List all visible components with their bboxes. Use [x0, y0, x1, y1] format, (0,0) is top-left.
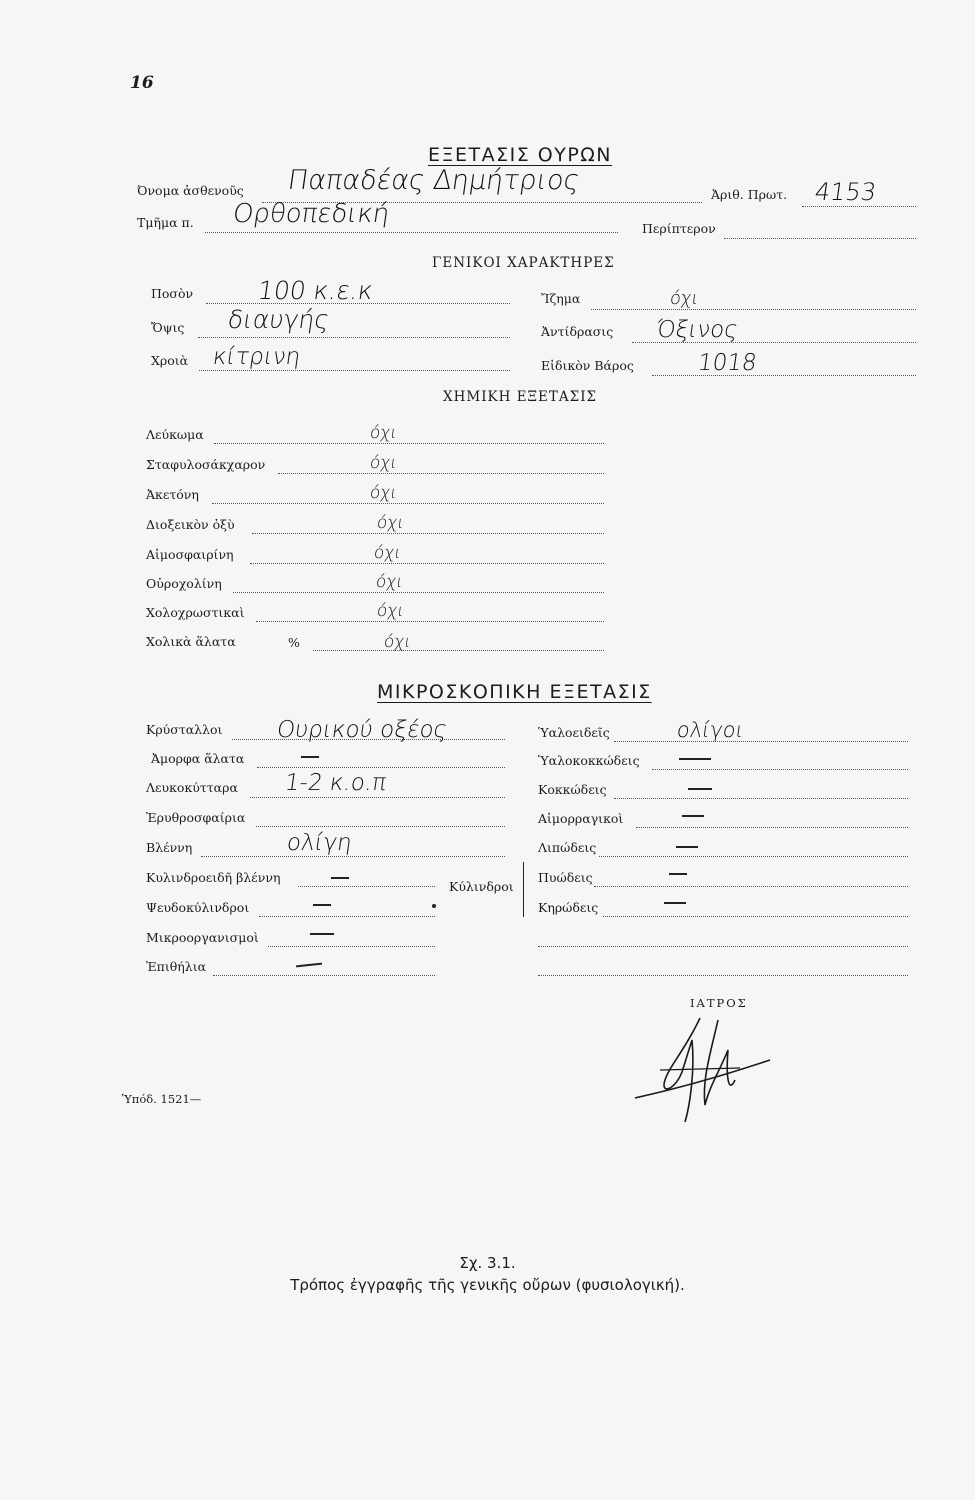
micro-left-label: Ἐπιθήλια	[146, 959, 207, 974]
chem-value: όχι	[382, 632, 413, 652]
percent-sign: %	[288, 635, 300, 650]
color-value: κίτρινη	[211, 344, 303, 370]
chem-line	[256, 621, 604, 622]
color-line	[199, 370, 510, 371]
cylinders-bracket	[523, 862, 524, 917]
chem-value: όχι	[375, 513, 406, 533]
micro-right-label: Κηρώδεις	[538, 900, 599, 915]
amount-value: 100 κ.ε.κ	[255, 276, 375, 305]
micro-right-dash	[676, 846, 698, 848]
chem-line	[313, 650, 604, 651]
micro-left-label: Ἐρυθροσφαίρια	[146, 810, 246, 825]
appearance-value: διαυγής	[225, 305, 332, 334]
micro-right-label: Αἱμορραγικοὶ	[538, 811, 624, 826]
chem-label: Χολοχρωστικαὶ	[146, 605, 245, 620]
figure-number: Σχ. 3.1.	[459, 1254, 516, 1272]
micro-left-label: Λευκοκύτταρα	[146, 780, 238, 795]
chem-line	[214, 443, 604, 444]
specific-gravity-line	[652, 375, 916, 376]
micro-left-label: Μικροοργανισμοὶ	[146, 930, 259, 945]
amount-label: Ποσὸν	[151, 286, 194, 301]
chem-label: Λεύκωμα	[146, 427, 204, 442]
micro-left-line	[201, 856, 505, 857]
patient-name-label: Όνομα ἀσθενοῦς	[137, 183, 244, 198]
micro-left-label: Βλέννη	[146, 840, 193, 855]
color-label: Χροιὰ	[151, 353, 189, 368]
chem-line	[278, 473, 604, 474]
chem-value: όχι	[375, 601, 406, 621]
perimeter-line	[724, 238, 916, 239]
chemical-heading: ΧΗΜΙΚΗ ΕΞΕΤΑΣΙΣ	[443, 389, 598, 405]
micro-left-dash	[301, 756, 319, 758]
micro-right-label: Λιπώδεις	[538, 840, 597, 855]
page-number: 16	[130, 73, 154, 93]
micro-left-dash	[331, 877, 349, 879]
chem-line	[250, 563, 604, 564]
department-line	[205, 232, 618, 233]
chem-label: Αἱμοσφαιρίνη	[146, 547, 234, 562]
appearance-line	[198, 337, 510, 338]
micro-right-label: Ὑαλοκοκκώδεις	[538, 753, 640, 768]
micro-left-line	[256, 826, 505, 827]
chem-value: όχι	[372, 543, 403, 563]
micro-right-dash	[664, 902, 686, 904]
micro-right-dash	[688, 788, 712, 790]
micro-left-dash	[310, 933, 334, 935]
chem-line	[252, 533, 604, 534]
department-label: Τμῆμα π.	[137, 215, 194, 230]
patient-name-value: Παπαδέας Δημήτριος	[285, 165, 582, 196]
micro-right-empty-line	[538, 975, 908, 976]
protocol-label: Ἀριθ. Πρωτ.	[711, 187, 788, 202]
protocol-line	[802, 206, 916, 207]
micro-left-line	[213, 975, 435, 976]
chem-label: Ἀκετόνη	[146, 487, 199, 502]
cylinders-label: Κύλινδροι	[449, 879, 514, 894]
micro-right-line	[636, 827, 908, 828]
appearance-label: Ὄψις	[151, 320, 185, 335]
micro-right-label: Κοκκώδεις	[538, 782, 607, 797]
micro-right-line	[599, 856, 908, 857]
chem-value: όχι	[368, 423, 399, 443]
micro-left-label: Κρύσταλλοι	[146, 722, 223, 737]
chem-value: όχι	[374, 572, 405, 592]
sediment-label: Ἴζημα	[541, 291, 581, 306]
micro-right-value: ολίγοι	[675, 718, 746, 742]
micro-left-line	[268, 946, 435, 947]
chem-value: όχι	[368, 483, 399, 503]
specific-gravity-value: 1018	[696, 350, 759, 376]
micro-left-label: Ἀμορφα ἅλατα	[151, 751, 245, 766]
micro-right-line	[603, 916, 908, 917]
micro-left-line	[298, 886, 435, 887]
micro-left-line	[259, 916, 435, 917]
chem-value: όχι	[368, 453, 399, 473]
micro-right-line	[614, 741, 908, 742]
micro-left-dash	[313, 904, 331, 906]
perimeter-label: Περίπτερον	[642, 221, 716, 236]
micro-heading: ΜΙΚΡΟΣΚΟΠΙΚΗ ΕΞΕΤΑΣΙΣ	[377, 681, 652, 703]
chem-label: Διοξεικὸν ὀξὺ	[146, 517, 235, 532]
micro-right-line	[594, 886, 908, 887]
micro-right-label: Ὑαλοειδεῖς	[538, 725, 610, 740]
chem-line	[233, 592, 604, 593]
micro-left-value: ολίγη	[285, 830, 354, 856]
micro-left-value: Ουρικού οξέος	[275, 717, 449, 743]
form-code: Ὑπόδ. 1521—	[122, 1092, 202, 1106]
specific-gravity-label: Εἰδικὸν Βάρος	[541, 358, 634, 373]
chem-line	[212, 503, 604, 504]
sediment-line	[591, 309, 916, 310]
micro-right-dash	[679, 758, 711, 760]
reaction-value: Όξινος	[655, 317, 740, 343]
micro-left-line	[257, 767, 505, 768]
micro-right-dash	[682, 815, 704, 817]
micro-right-dash	[669, 873, 687, 875]
micro-right-empty-line	[538, 946, 908, 947]
micro-left-line	[250, 797, 505, 798]
micro-right-line	[614, 798, 908, 799]
department-value: Ορθοπεδική	[230, 199, 392, 229]
protocol-value: 4153	[813, 178, 879, 206]
chem-label: Χολικὰ ἅλατα	[146, 634, 236, 649]
doctor-label: ΙΑΤΡΟΣ	[690, 996, 748, 1010]
chem-label: Σταφυλοσάκχαρον	[146, 457, 266, 472]
figure-caption: Τρόπος ἐγγραφῆς τῆς γενικῆς οὔρων (φυσιολογική).	[290, 1276, 685, 1294]
sediment-value: όχι	[668, 288, 701, 309]
micro-right-label: Πυώδεις	[538, 870, 593, 885]
reaction-label: Ἀντίδρασις	[541, 324, 614, 339]
general-heading: ΓΕΝΙΚΟΙ ΧΑΡΑΚΤΗΡΕΣ	[432, 255, 615, 271]
chem-label: Οὐροχολίνη	[146, 576, 222, 591]
dot-mark	[432, 904, 436, 908]
doctor-signature	[630, 1010, 780, 1130]
form-title: ΕΞΕΤΑΣΙΣ ΟΥΡΩΝ	[428, 144, 613, 166]
micro-right-line	[652, 769, 908, 770]
micro-left-label: Κυλινδροειδῆ βλέννη	[146, 870, 281, 885]
micro-left-dash	[296, 963, 322, 967]
micro-left-value: 1-2 κ.ο.π	[283, 770, 388, 796]
micro-left-label: Ψευδοκύλινδροι	[146, 900, 250, 915]
